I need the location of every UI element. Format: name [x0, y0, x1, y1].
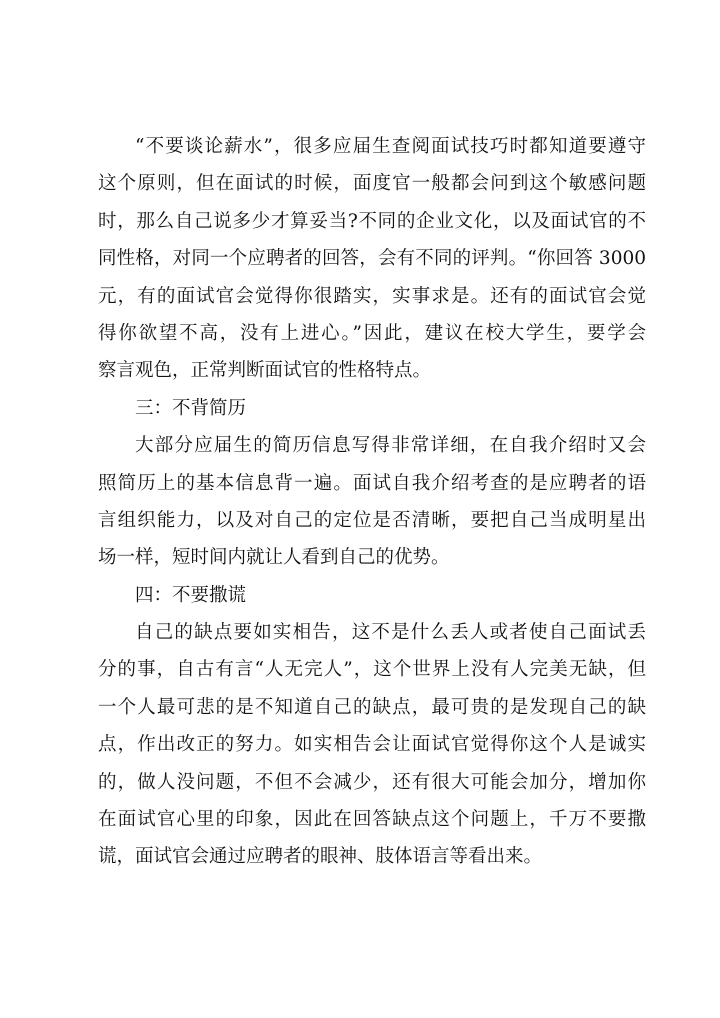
- text-line: 谎，面试官会通过应聘者的眼神、肢体语言等看出来。: [98, 846, 543, 868]
- text-line: 分的事，自古有言“人无完人”，这个世界上没有人完美无缺，但: [98, 659, 646, 681]
- paragraph-honesty: [98, 614, 646, 876]
- text-line: 的，做人没问题，不但不会减少，还有很大可能会加分，增加你: [98, 771, 646, 793]
- text-line: 照简历上的基本信息背一遍。面试自我介绍考查的是应聘者的语: [98, 472, 646, 494]
- document-body: [98, 128, 646, 876]
- text-line: 元，有的面试官会觉得你很踏实，实事求是。还有的面试官会觉: [98, 285, 646, 307]
- text-line: 时，那么自己说多少才算妥当?不同的企业文化，以及面试官的不: [98, 210, 646, 232]
- paragraph-resume: [98, 427, 646, 577]
- text-line: 同性格，对同一个应聘者的回答，会有不同的评判。“你回答 3000: [98, 248, 646, 270]
- text-line: 得你欲望不高，没有上进心。”因此，建议在校大学生，要学会: [98, 322, 646, 344]
- paragraph-salary: [98, 128, 646, 390]
- text-line: 在面试官心里的印象，因此在回答缺点这个问题上，千万不要撒: [98, 809, 646, 831]
- text-line: “不要谈论薪水”，很多应届生查阅面试技巧时都知道要遵守: [135, 136, 646, 157]
- text-line: 点，作出改正的努力。如实相告会让面试官觉得你这个人是诚实: [98, 734, 646, 756]
- text-line: 这个原则，但在面试的时候，面度官一般都会问到这个敏感问题: [98, 173, 646, 195]
- text-line: 大部分应届生的简历信息写得非常详细，在自我介绍时又会: [135, 435, 646, 457]
- section-heading-3: [98, 390, 646, 427]
- heading-line: 四：不要撒谎: [135, 584, 247, 606]
- section-heading-4: [98, 577, 646, 614]
- text-line: 场一样，短时间内就让人看到自己的优势。: [98, 547, 450, 569]
- text-line: 言组织能力，以及对自己的定位是否清晰，要把自己当成明星出: [98, 509, 646, 531]
- text-line: 察言观色，正常判断面试官的性格特点。: [98, 360, 432, 382]
- text-line: 一个人最可悲的是不知道自己的缺点，最可贵的是发现自己的缺: [98, 696, 646, 718]
- heading-line: 三：不背简历: [135, 397, 247, 419]
- text-line: 自己的缺点要如实相告，这不是什么丢人或者使自己面试丢: [135, 622, 646, 644]
